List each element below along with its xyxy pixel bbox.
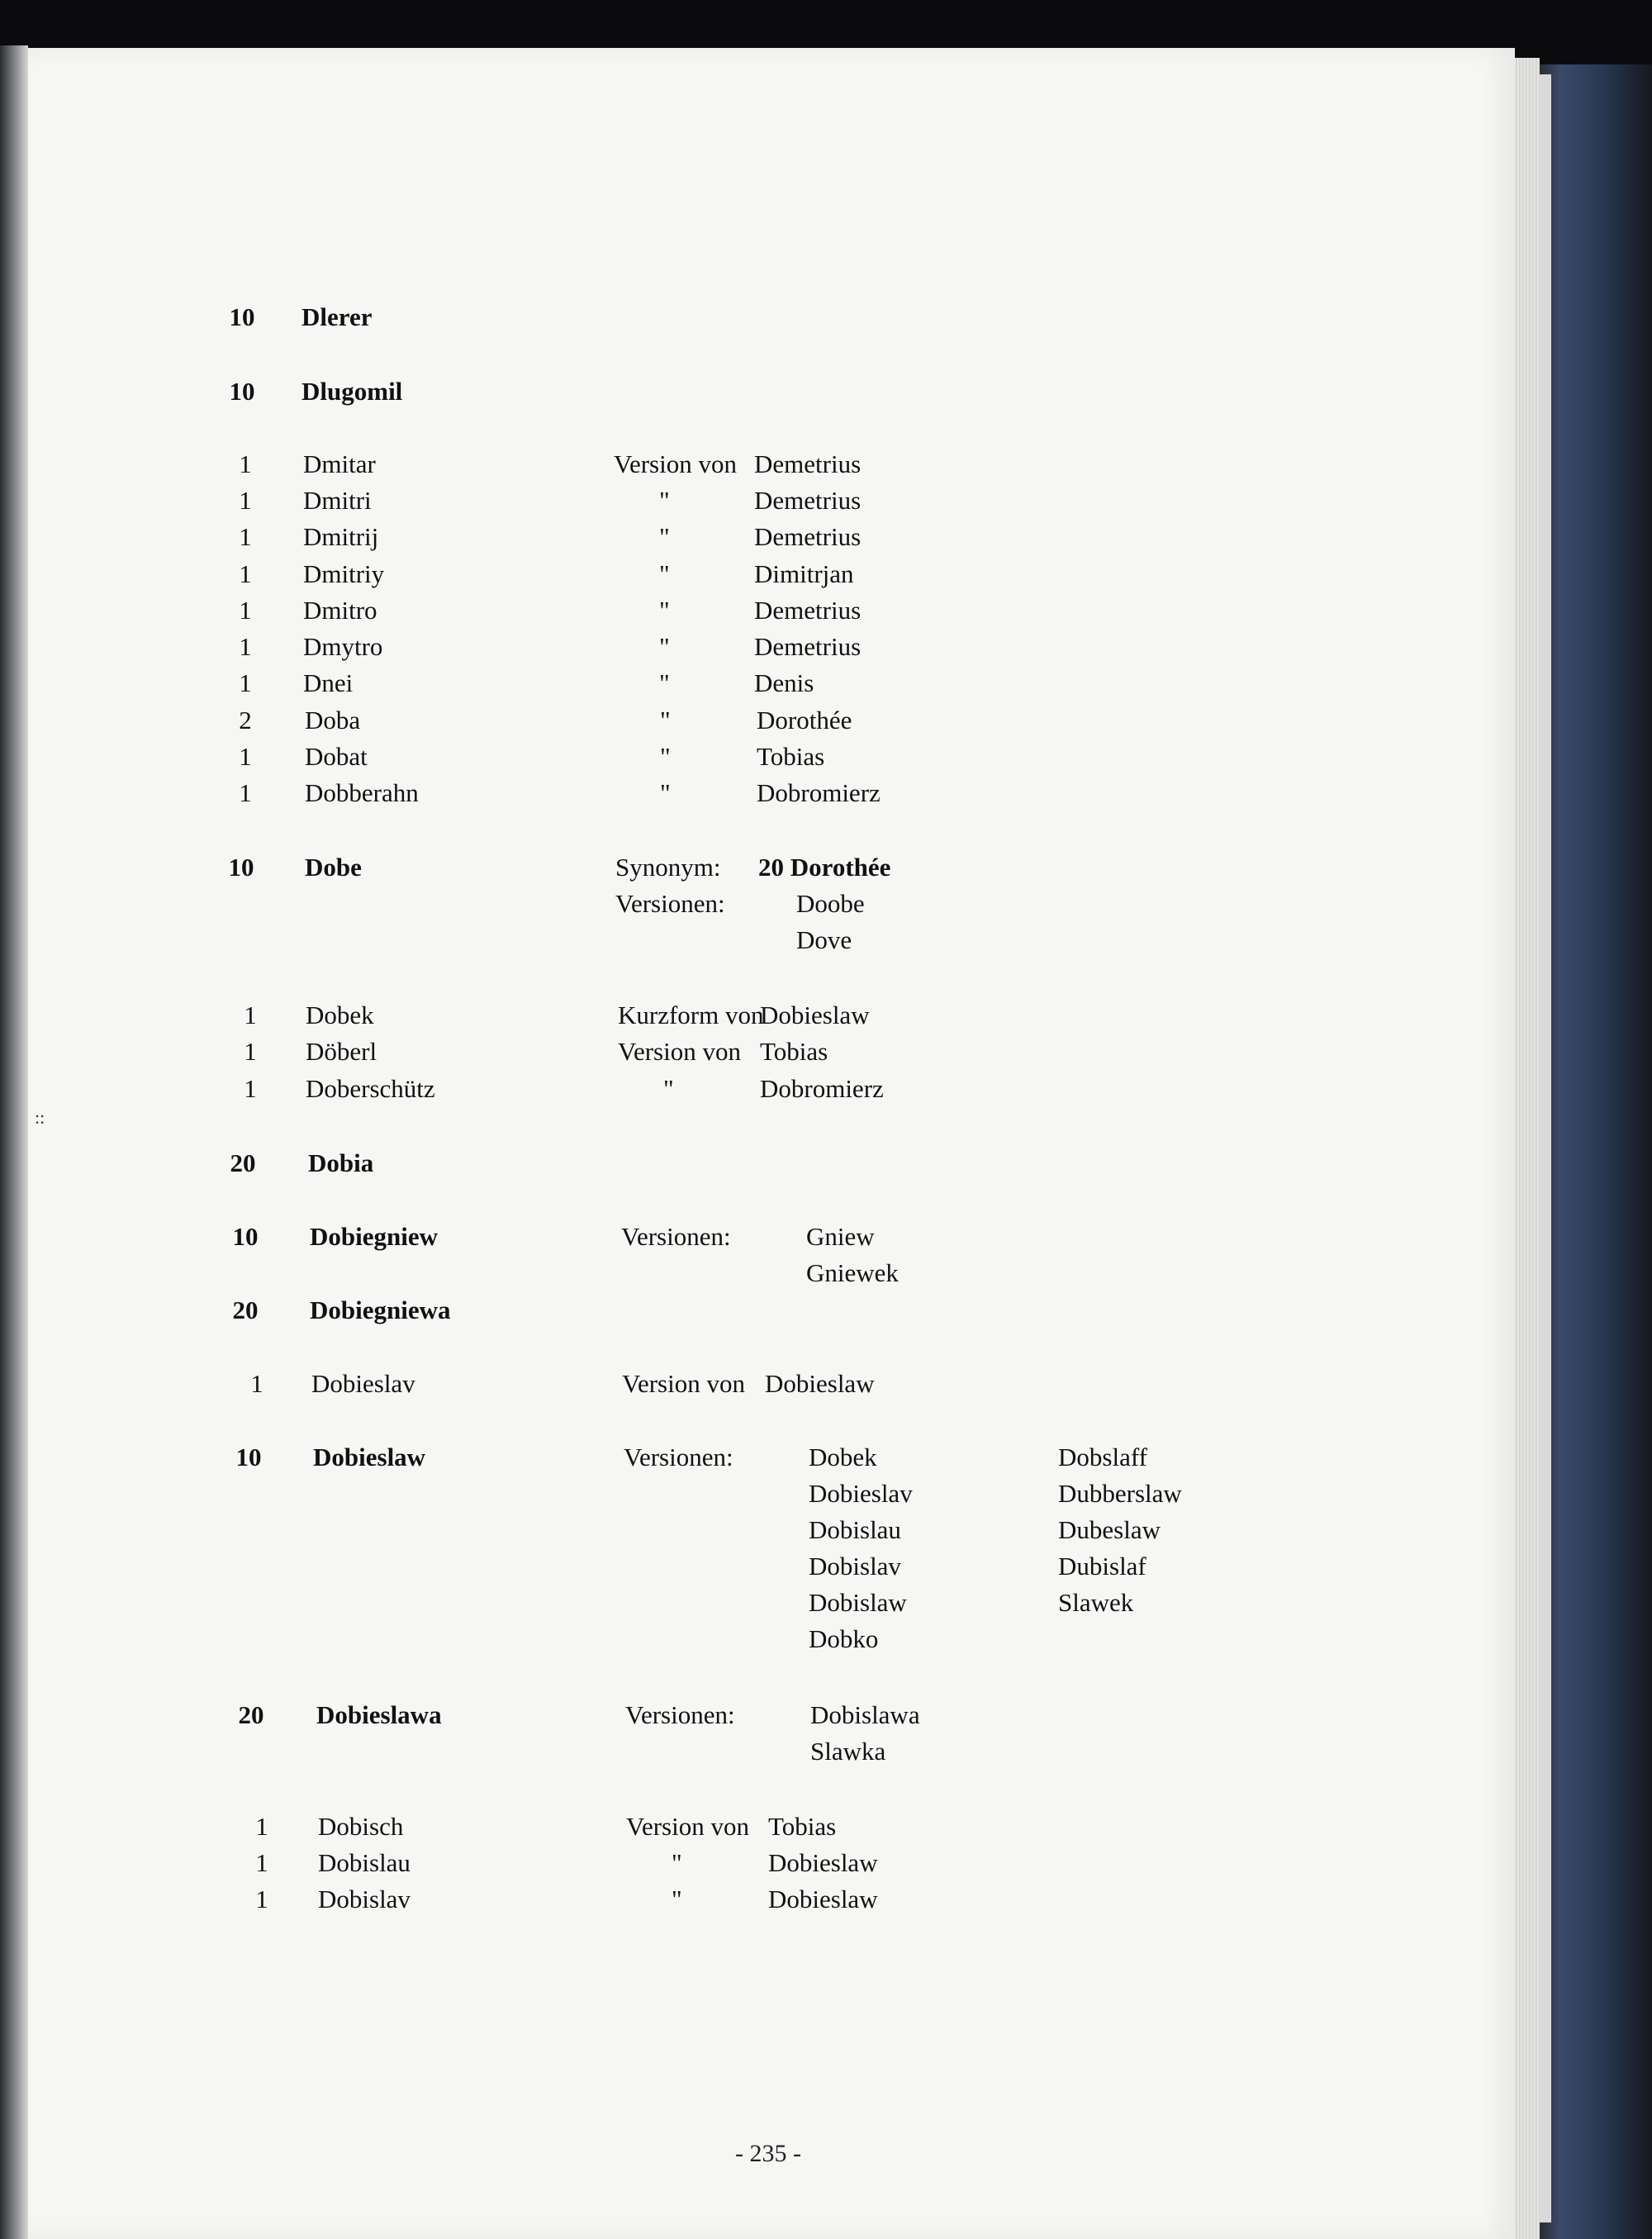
entry-number: 20 [230,1148,256,1177]
ditto-mark: " [659,668,670,697]
version-item: Dobislawa [810,1700,920,1729]
margin-mark: :: [35,1107,45,1128]
entry-number: 10 [228,853,254,882]
entry-name: Dmytro [303,632,383,661]
entry-name: Dobe [305,853,362,882]
entry-reference: Dobromierz [760,1074,884,1103]
entry-number: 1 [255,1848,268,1877]
entry-name: Doba [305,706,361,734]
entry-reference: Demetrius [754,449,862,478]
entry-name: Dmitriy [303,559,385,588]
version-item: Dubberslaw [1058,1479,1182,1508]
version-item: Slawek [1058,1588,1134,1617]
version-item: Gniew [806,1222,875,1251]
entry-reference: Dorothée [757,706,852,734]
synonym-value: 20 Dorothée [758,853,891,882]
entry-reference: Dobieslaw [768,1848,878,1877]
entry-reference: Dimitrjan [754,559,854,588]
entry-number: 1 [239,559,252,588]
entry-name: Dmitar [303,449,376,478]
entry-name: Döberl [306,1037,377,1066]
versions-label: Versionen: [621,1222,731,1251]
ditto-mark: " [659,522,670,551]
ditto-mark: " [659,486,670,515]
book-spine-left [0,45,28,2239]
entry-name: Dobek [306,1001,374,1029]
version-item: Dubeslaw [1058,1515,1161,1544]
entry-reference: Denis [754,668,814,697]
entry-name: Dobia [308,1148,374,1177]
ditto-mark: " [659,632,670,661]
entry-number: 1 [255,1885,268,1913]
entry-name: Dobieslaw [313,1443,426,1471]
entry-number: 2 [239,706,252,734]
version-item: Dobek [809,1443,877,1471]
entry-relation: Kurzform von [618,1001,764,1029]
entry-number: 10 [232,1222,259,1251]
entry-number: 1 [239,742,252,771]
entry-number: 1 [244,1001,257,1029]
entry-name: Dlugomil [301,377,403,406]
version-item: Doobe [796,889,865,918]
entry-reference: Demetrius [754,632,862,661]
versions-label: Versionen: [625,1700,735,1729]
entry-number: 1 [244,1037,257,1066]
ditto-mark: " [660,742,671,771]
entry-reference: Dobromierz [757,778,881,807]
entry-name: Dobberahn [305,778,419,807]
entry-reference: Tobias [768,1812,837,1841]
ditto-mark: " [672,1848,682,1877]
entry-name: Dobieslawa [316,1700,442,1729]
versions-label: Versionen: [615,889,725,918]
version-item: Dobislau [809,1515,901,1544]
entry-number: 1 [239,522,252,551]
version-item: Dobislaw [809,1588,907,1617]
cover-inner-edge [1540,74,1551,2222]
entry-reference: Dobieslaw [760,1001,870,1029]
entry-number: 10 [229,377,255,406]
entry-name: Dobiegniewa [310,1295,451,1324]
book-cover [1540,64,1652,2239]
entry-number: 1 [239,486,252,515]
entry-number: 10 [229,302,255,331]
page-edges [1515,58,1540,2239]
version-item: Dove [796,925,852,954]
entry-relation: Version von [618,1037,741,1066]
entry-name: Dnei [303,668,354,697]
entry-name: Dmitrij [303,522,379,551]
entry-name: Dlerer [301,302,373,331]
entry-number: 1 [239,596,252,625]
version-item: Gniewek [806,1258,899,1287]
ditto-mark: " [659,596,670,625]
version-item: Dobislav [809,1552,901,1581]
version-item: Dobieslav [809,1479,913,1508]
entry-name: Dobieslav [311,1369,415,1398]
version-item: Dobko [809,1624,879,1653]
entry-reference: Dobieslaw [768,1885,878,1913]
entry-number: 1 [239,632,252,661]
entry-reference: Demetrius [754,522,862,551]
entry-reference: Tobias [757,742,825,771]
versions-label: Versionen: [624,1443,733,1471]
entry-number: 1 [250,1369,263,1398]
entry-name: Dmitro [303,596,377,625]
entry-number: 10 [235,1443,262,1471]
entry-name: Doberschütz [306,1074,435,1103]
ditto-mark: " [663,1074,674,1103]
entry-name: Dobislav [318,1885,411,1913]
entry-relation: Version von [614,449,737,478]
page-number: - 235 - [735,2140,801,2167]
entry-number: 1 [244,1074,257,1103]
entry-number: 1 [239,668,252,697]
entry-reference: Demetrius [754,486,862,515]
version-item: Slawka [810,1737,886,1766]
entry-reference: Tobias [760,1037,828,1066]
synonym-label: Synonym: [615,853,721,882]
entry-name: Dobislau [318,1848,411,1877]
version-item: Dobslaff [1058,1443,1147,1471]
entry-relation: Version von [622,1369,745,1398]
ditto-mark: " [660,778,671,807]
ditto-mark: " [672,1885,682,1913]
ditto-mark: " [659,559,670,588]
entry-name: Dobat [305,742,368,771]
entry-number: 1 [239,449,252,478]
ditto-mark: " [660,706,671,734]
entry-number: 1 [239,778,252,807]
entry-relation: Version von [626,1812,749,1841]
entry-name: Dobiegniew [310,1222,438,1251]
entry-reference: Demetrius [754,596,862,625]
entry-number: 20 [238,1700,264,1729]
entry-reference: Dobieslaw [765,1369,875,1398]
version-item: Dubislaf [1058,1552,1146,1581]
entry-name: Dobisch [318,1812,404,1841]
entry-number: 1 [255,1812,268,1841]
entry-name: Dmitri [303,486,372,515]
entry-number: 20 [232,1295,259,1324]
